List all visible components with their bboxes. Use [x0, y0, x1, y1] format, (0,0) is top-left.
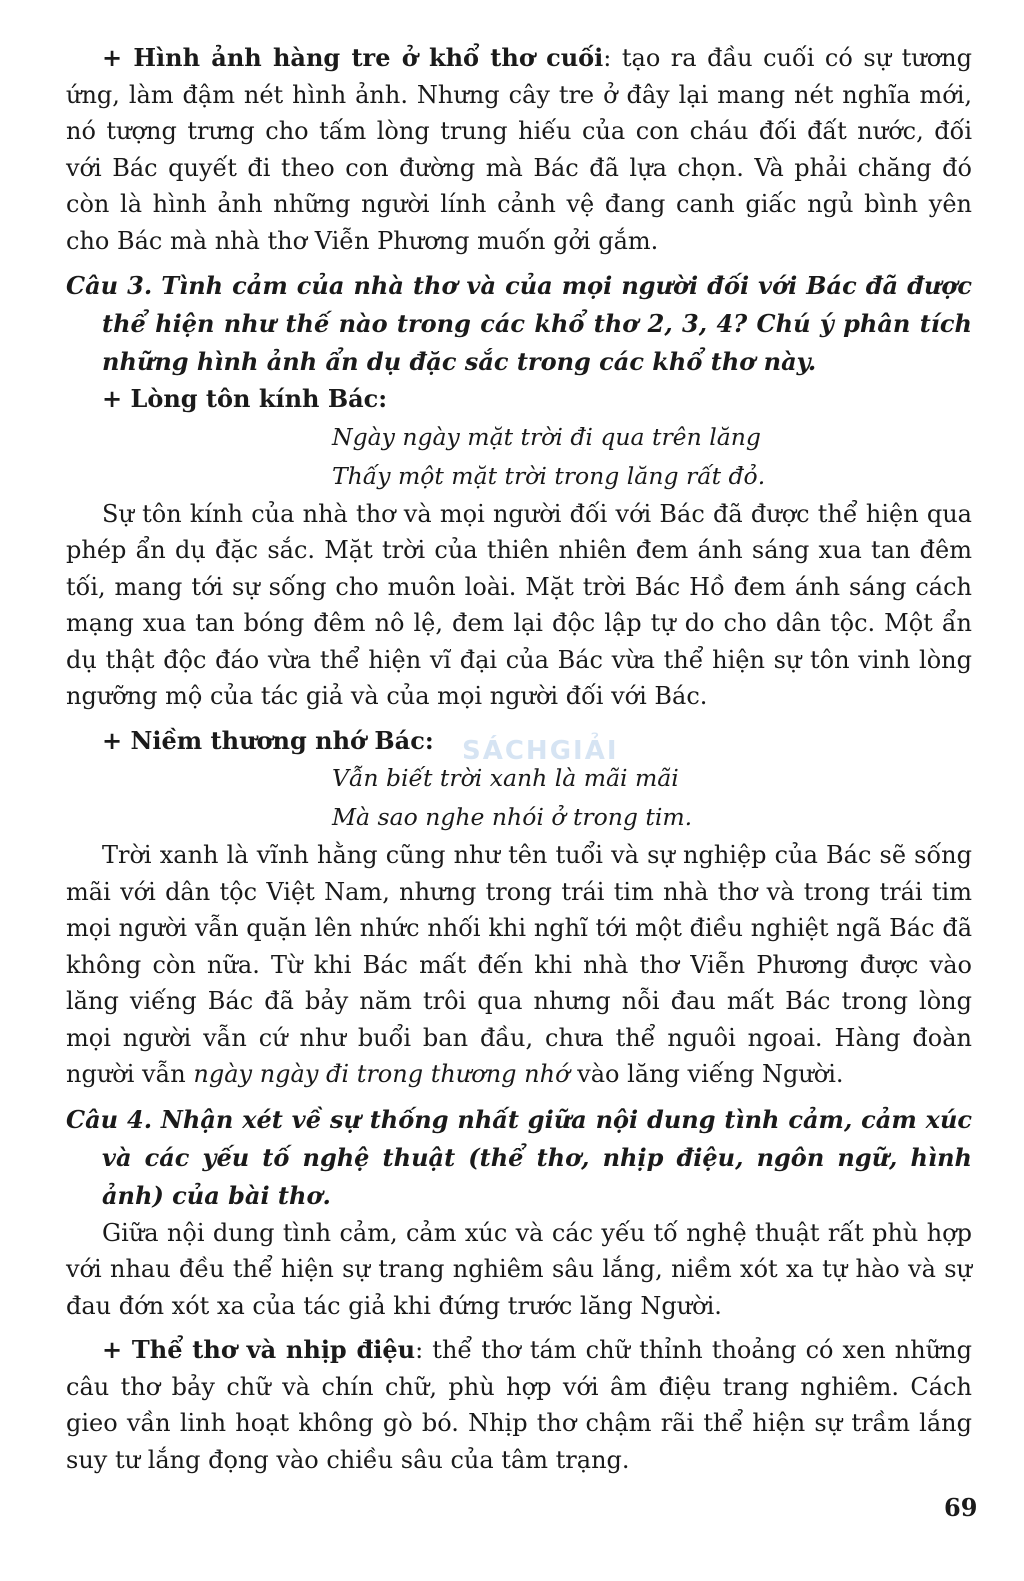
- question-4: Câu 4. Nhận xét về sự thống nhất giữa nội dung tình cảm, cảm xúc và các yếu tố nghệ thuật (thể thơ, nhịp điệu, ngôn ngữ, hình ảnh) của bài thơ.: [66, 1104, 972, 1210]
- verse-line-3: Vẫn biết trời xanh là mãi mãi: [332, 764, 679, 792]
- watermark-logo: SÁCHGIẢI: [462, 736, 619, 766]
- bamboo-text: : tạo ra đầu cuối có sự tương ứng, làm đậm nét hình ảnh. Nhưng cây tre ở đây lại mang nét nghĩa mới, nó tượng trưng cho tấm lòng trung hiếu của con cháu đối đất nước, đối với Bác quyết đi theo con đường mà Bác đã lựa chọn. Và phải chăng đó còn là hình ảnh những người lính cảnh vệ đang canh giấc ngủ bình yên cho Bác mà nhà thơ Viễn Phương muốn gởi gắm.: [66, 44, 972, 255]
- heading-thuong-nho-text: + Niềm thương nhớ Bác:: [102, 725, 434, 755]
- question-3: Câu 3. Tình cảm của nhà thơ và của mọi người đối với Bác đã được thể hiện như thế nào trong các khổ thơ 2, 3, 4? Chú ý phân tích những hình ảnh ẩn dụ đặc sắc trong các khổ thơ này.: [66, 271, 972, 376]
- the-tho-text: : thể thơ tám chữ thỉnh thoảng có xen những câu thơ bảy chữ và chín chữ, phù hợp với âm điệu trang nghiêm. Cách gieo vần linh hoạt không gò bó. Nhịp thơ chậm rãi thể hiện sự trầm lắng suy tư lắng đọng vào chiều sâu của tâm trạng.: [66, 1336, 972, 1474]
- thuong-nho-end: vào lăng viếng Người.: [569, 1060, 844, 1088]
- page-number: 69: [944, 1493, 978, 1522]
- heading-ton-kinh-text: + Lòng tôn kính Bác:: [102, 384, 388, 413]
- paragraph-bamboo: [66, 40, 972, 259]
- paragraph-ton-kinh: Sự tôn kính của nhà thơ và mọi người đối với Bác đã được thể hiện qua phép ẩn dụ đặc sắc. Mặt trời của thiên nhiên đem ánh sáng xua tan đêm tối, mang tới sự sống cho muôn loài. Mặt trời Bác Hồ đem ánh sáng cách mạng xua tan bóng đêm nô lệ, đem lại độc lập tự do cho dân tộc. Một ẩn dụ thật độc đáo vừa thể hiện vĩ đại của Bác vừa thể hiện sự tôn vinh lòng ngưỡng mộ của tác giả và của mọi người đối với Bác.: [66, 499, 972, 710]
- heading-thuong-nho: [66, 723, 972, 760]
- bamboo-heading: + Hình ảnh hàng tre ở khổ thơ cuối: [102, 43, 604, 72]
- thuong-nho-italic: ngày ngày đi trong thương nhớ: [193, 1060, 570, 1088]
- verse-line-2: Thấy một mặt trời trong lăng rất đỏ.: [332, 461, 766, 490]
- the-tho-heading: + Thể thơ và nhịp điệu: [102, 1335, 416, 1364]
- verse-line-1: Ngày ngày mặt trời đi qua trên lăng: [332, 422, 761, 451]
- verse-line-4: Mà sao nghe nhói ở trong tim.: [332, 803, 693, 831]
- paragraph-thuong-nho: [66, 837, 972, 1093]
- heading-ton-kinh: [66, 381, 972, 418]
- page-content: [66, 40, 972, 1478]
- thuong-nho-text: Trời xanh là vĩnh hằng cũng như tên tuổi và sự nghiệp của Bác sẽ sống mãi với dân tộc Việt Nam, nhưng trong trái tim nhà thơ và trong trái tim mọi người vẫn quặn lên nhức nhối khi nghĩ tới một điều nghiệt ngã Bác đã không còn nữa. Từ khi Bác mất đến khi nhà thơ Viễn Phương được vào lăng viếng Bác đã bảy năm trôi qua nhưng nỗi đau mất Bác trong lòng mọi người vẫn cứ như buổi ban đầu, chưa thể nguôi ngoai. Hàng đoàn người vẫn: [66, 841, 972, 1088]
- paragraph-the-tho: [66, 1332, 972, 1478]
- paragraph-thong-nhat: Giữa nội dung tình cảm, cảm xúc và các yếu tố nghệ thuật rất phù hợp với nhau đều thể hiện sự trang nghiêm sâu lắng, niềm xót xa tự hào và sự đau đớn xót xa của tác giả khi đứng trước lăng Người.: [66, 1218, 972, 1320]
